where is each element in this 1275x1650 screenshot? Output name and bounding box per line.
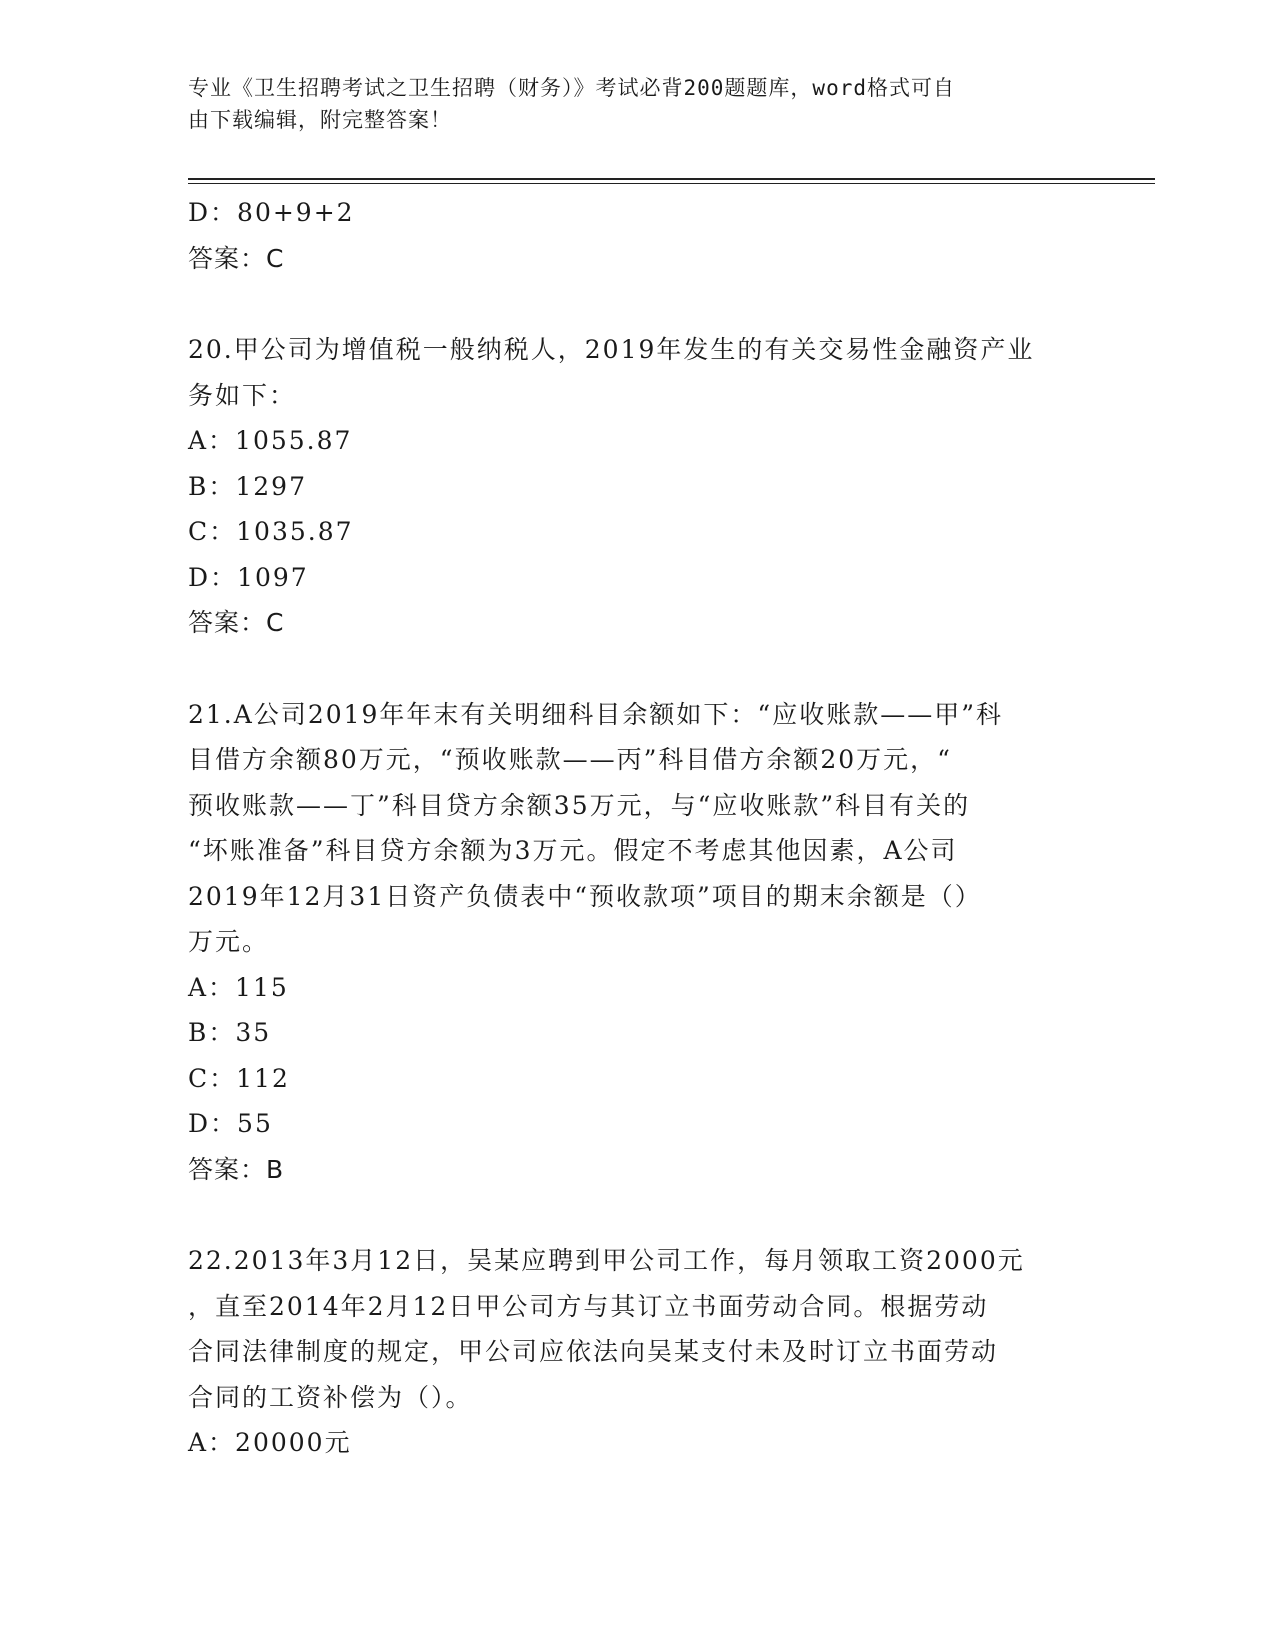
- question-text-line: 2019年12月31日资产负债表中“预收款项”项目的期末余额是（）: [188, 881, 982, 911]
- question-text-line: “坏账准备”科目贷方余额为3万元。假定不考虑其他因素，A公司: [188, 836, 958, 865]
- header-line-1: 专业《卫生招聘考试之卫生招聘（财务）》考试必背200题题库，word格式可自: [188, 76, 955, 100]
- option-d: D：1097: [188, 562, 309, 592]
- spacer: [188, 646, 1088, 692]
- header-line-2: 由下载编辑，附完整答案！: [188, 108, 452, 132]
- option-d: D：80+9+2: [188, 198, 355, 227]
- option-b: B：35: [188, 1018, 272, 1047]
- answer-label: 答案：C: [188, 243, 285, 273]
- spacer: [188, 281, 1088, 327]
- option-a: A：115: [188, 972, 289, 1002]
- question-text-line: 合同法律制度的规定，甲公司应依法向吴某支付未及时订立书面劳动: [188, 1337, 999, 1366]
- question-text-line: 万元。: [188, 927, 270, 956]
- option-d: D：55: [188, 1109, 273, 1138]
- option-b: B：1297: [188, 471, 307, 501]
- option-a: A：20000元: [188, 1428, 352, 1457]
- question-text-line: 20.甲公司为增值税一般纳税人，2019年发生的有关交易性金融资产业: [188, 335, 1035, 364]
- question-text-line: 务如下：: [188, 380, 297, 410]
- question-19-tail: [188, 190, 1088, 281]
- question-20: [188, 327, 1088, 646]
- option-c: C：1035.87: [188, 517, 354, 546]
- header-rule-thick: [188, 178, 1155, 180]
- question-text-line: 22.2013年3月12日，吴某应聘到甲公司工作，每月领取工资2000元: [188, 1246, 1025, 1275]
- answer-label: 答案：C: [188, 608, 285, 637]
- header-rule-thin: [188, 183, 1155, 184]
- question-22: [188, 1238, 1088, 1466]
- question-text-line: ，直至2014年2月12日甲公司方与其订立书面劳动合同。根据劳动: [188, 1291, 989, 1321]
- answer-label: 答案：B: [188, 1154, 285, 1184]
- question-text-line: 21.A公司2019年年末有关明细科目余额如下：“应收账款——甲”科: [188, 699, 1003, 729]
- page-header: [188, 72, 1078, 136]
- spacer: [188, 1192, 1088, 1238]
- question-text-line: 目借方余额80万元，“预收账款——丙”科目借方余额20万元，“: [188, 745, 952, 774]
- question-content: [188, 190, 1088, 1466]
- option-a: A：1055.87: [188, 426, 353, 455]
- question-text-line: 预收账款——丁”科目贷方余额35万元，与“应收账款”科目有关的: [188, 790, 971, 820]
- option-c: C：112: [188, 1063, 290, 1093]
- question-text-line: 合同的工资补偿为（）。: [188, 1382, 473, 1412]
- question-21: [188, 692, 1088, 1193]
